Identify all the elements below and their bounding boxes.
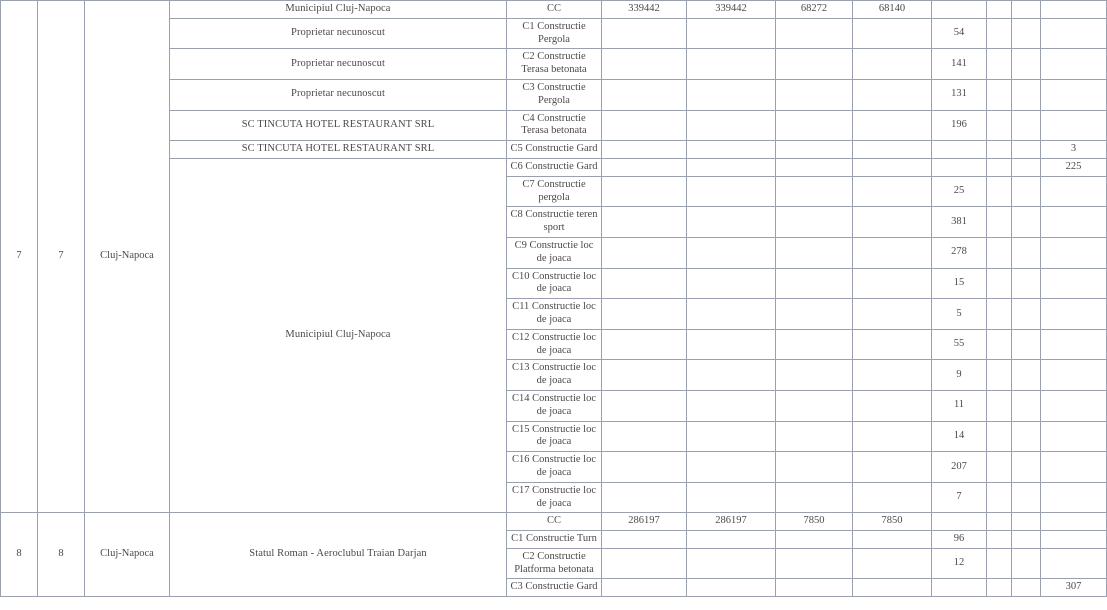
cell-supr2 (987, 482, 1012, 513)
cell-supr1: 15 (932, 268, 987, 299)
cell-val1 (602, 360, 687, 391)
cell-supr3 (1012, 1, 1041, 19)
cell-proprietar-block: Municipiul Cluj-Napoca (170, 158, 507, 512)
cell-val1 (602, 299, 687, 330)
cell-val4 (853, 268, 932, 299)
cell-val4 (853, 579, 932, 597)
cell-supr3 (1012, 421, 1041, 452)
cell-supr3 (1012, 329, 1041, 360)
cell-cod: C3 Constructie Gard (507, 579, 602, 597)
cell-supr2 (987, 548, 1012, 579)
cell-supr4 (1041, 110, 1107, 141)
cell-supr2 (987, 79, 1012, 110)
cell-cod: C15 Constructie loc de joaca (507, 421, 602, 452)
cell-supr2 (987, 531, 1012, 549)
cell-val4 (853, 237, 932, 268)
cell-supr2 (987, 207, 1012, 238)
cell-val4 (853, 421, 932, 452)
cell-val1 (602, 207, 687, 238)
cell-nr1-group8: 8 (1, 513, 38, 597)
cell-val1 (602, 268, 687, 299)
cell-supr3 (1012, 531, 1041, 549)
cell-val4 (853, 158, 932, 176)
cell-val3 (776, 329, 853, 360)
cell-supr4 (1041, 548, 1107, 579)
cell-supr1 (932, 141, 987, 159)
cell-nr2-group8: 8 (38, 513, 85, 597)
cell-val1 (602, 482, 687, 513)
cell-supr2 (987, 329, 1012, 360)
cell-cod: C7 Constructie pergola (507, 176, 602, 207)
cell-supr4: 3 (1041, 141, 1107, 159)
cell-val1: 339442 (602, 1, 687, 19)
cell-supr4 (1041, 1, 1107, 19)
cell-proprietar: Proprietar necunoscut (170, 18, 507, 49)
cell-nr2-group7: 7 (38, 1, 85, 513)
cell-val3 (776, 158, 853, 176)
cell-supr1: 131 (932, 79, 987, 110)
cell-val3 (776, 421, 853, 452)
cell-supr1 (932, 1, 987, 19)
cell-supr4 (1041, 329, 1107, 360)
cell-supr2 (987, 1, 1012, 19)
cell-supr4 (1041, 482, 1107, 513)
cell-val3 (776, 299, 853, 330)
cell-val2 (687, 299, 776, 330)
cell-supr1: 141 (932, 49, 987, 80)
cell-supr4: 307 (1041, 579, 1107, 597)
cell-val3 (776, 482, 853, 513)
cell-proprietar: Municipiul Cluj-Napoca (170, 1, 507, 19)
cell-supr2 (987, 513, 1012, 531)
cell-supr4 (1041, 49, 1107, 80)
cell-val2 (687, 268, 776, 299)
cell-supr3 (1012, 513, 1041, 531)
cell-supr4 (1041, 452, 1107, 483)
cell-val2 (687, 360, 776, 391)
cell-supr1: 196 (932, 110, 987, 141)
cell-supr3 (1012, 360, 1041, 391)
cell-val2: 339442 (687, 1, 776, 19)
cell-cod: C16 Constructie loc de joaca (507, 452, 602, 483)
cell-val4 (853, 299, 932, 330)
cell-supr2 (987, 49, 1012, 80)
cell-val3 (776, 268, 853, 299)
cell-val2 (687, 548, 776, 579)
cell-val3 (776, 110, 853, 141)
cell-val1: 286197 (602, 513, 687, 531)
cell-supr1: 5 (932, 299, 987, 330)
cell-supr2 (987, 237, 1012, 268)
cell-proprietar: SC TINCUTA HOTEL RESTAURANT SRL (170, 110, 507, 141)
cell-val2 (687, 421, 776, 452)
cell-val2 (687, 79, 776, 110)
cell-val1 (602, 18, 687, 49)
cell-val3: 68272 (776, 1, 853, 19)
cell-cod: C4 Constructie Terasa betonata (507, 110, 602, 141)
cell-val1 (602, 110, 687, 141)
cell-val2 (687, 329, 776, 360)
cell-val3 (776, 360, 853, 391)
cell-cod: C17 Constructie loc de joaca (507, 482, 602, 513)
cell-val3 (776, 207, 853, 238)
cell-cod: C14 Constructie loc de joaca (507, 390, 602, 421)
cell-proprietar: Proprietar necunoscut (170, 49, 507, 80)
cell-val1 (602, 548, 687, 579)
cell-supr3 (1012, 237, 1041, 268)
cell-val3 (776, 579, 853, 597)
cell-supr3 (1012, 390, 1041, 421)
cell-cod: C5 Constructie Gard (507, 141, 602, 159)
cell-supr4 (1041, 299, 1107, 330)
cell-supr2 (987, 421, 1012, 452)
cell-supr4 (1041, 207, 1107, 238)
cell-cod: C11 Constructie loc de joaca (507, 299, 602, 330)
cell-supr1: 12 (932, 548, 987, 579)
cell-val1 (602, 237, 687, 268)
cell-val3 (776, 18, 853, 49)
cell-cod: C13 Constructie loc de joaca (507, 360, 602, 391)
cell-val1 (602, 390, 687, 421)
cell-val4 (853, 482, 932, 513)
cell-supr4 (1041, 18, 1107, 49)
cell-cod: C1 Constructie Turn (507, 531, 602, 549)
cell-supr2 (987, 390, 1012, 421)
cell-supr1: 7 (932, 482, 987, 513)
cell-supr3 (1012, 299, 1041, 330)
table-row (1, 1, 1107, 19)
cell-supr2 (987, 141, 1012, 159)
cell-supr1: 25 (932, 176, 987, 207)
cell-val1 (602, 531, 687, 549)
cell-supr3 (1012, 176, 1041, 207)
cell-val1 (602, 158, 687, 176)
cell-val2 (687, 49, 776, 80)
cell-supr1: 14 (932, 421, 987, 452)
cell-val4 (853, 110, 932, 141)
cell-nr1-group7: 7 (1, 1, 38, 513)
cell-localitate-group7: Cluj-Napoca (85, 1, 170, 513)
cell-supr1: 55 (932, 329, 987, 360)
cell-val3 (776, 237, 853, 268)
cell-proprietar: Proprietar necunoscut (170, 79, 507, 110)
cell-supr1: 207 (932, 452, 987, 483)
cell-cod: C2 Constructie Platforma betonata (507, 548, 602, 579)
cell-supr4 (1041, 421, 1107, 452)
cell-cod: C3 Constructie Pergola (507, 79, 602, 110)
cell-cod: C8 Constructie teren sport (507, 207, 602, 238)
cell-val4: 7850 (853, 513, 932, 531)
cell-val4 (853, 141, 932, 159)
cell-val3: 7850 (776, 513, 853, 531)
cell-val4 (853, 79, 932, 110)
cell-val3 (776, 176, 853, 207)
cell-supr2 (987, 158, 1012, 176)
cell-val4 (853, 452, 932, 483)
cell-supr3 (1012, 452, 1041, 483)
table-row (1, 513, 1107, 531)
cell-val4: 68140 (853, 1, 932, 19)
cell-supr1: 381 (932, 207, 987, 238)
cell-val4 (853, 176, 932, 207)
cell-supr1: 278 (932, 237, 987, 268)
cell-proprietar-block: Statul Roman - Aeroclubul Traian Darjan (170, 513, 507, 597)
cell-val4 (853, 49, 932, 80)
cell-cod: CC (507, 1, 602, 19)
cell-supr3 (1012, 49, 1041, 80)
cell-supr3 (1012, 482, 1041, 513)
cell-val4 (853, 18, 932, 49)
cell-val4 (853, 548, 932, 579)
cell-supr3 (1012, 548, 1041, 579)
cell-supr3 (1012, 18, 1041, 49)
cell-val2 (687, 176, 776, 207)
cell-supr2 (987, 579, 1012, 597)
cell-supr4 (1041, 390, 1107, 421)
cell-val4 (853, 207, 932, 238)
cell-val1 (602, 79, 687, 110)
cell-supr4: 225 (1041, 158, 1107, 176)
cell-cod: C6 Constructie Gard (507, 158, 602, 176)
cell-cod: CC (507, 513, 602, 531)
cell-val2 (687, 141, 776, 159)
cell-supr1 (932, 513, 987, 531)
cell-val2: 286197 (687, 513, 776, 531)
cell-val1 (602, 329, 687, 360)
cell-supr4 (1041, 360, 1107, 391)
cell-cod: C1 Constructie Pergola (507, 18, 602, 49)
cell-val2 (687, 18, 776, 49)
cell-val3 (776, 49, 853, 80)
cell-val4 (853, 531, 932, 549)
cell-val3 (776, 79, 853, 110)
cell-val2 (687, 158, 776, 176)
cell-cod: C2 Constructie Terasa betonata (507, 49, 602, 80)
cell-supr4 (1041, 237, 1107, 268)
cell-val2 (687, 579, 776, 597)
cell-val2 (687, 390, 776, 421)
cell-supr1: 54 (932, 18, 987, 49)
cell-val3 (776, 548, 853, 579)
cell-supr3 (1012, 268, 1041, 299)
cell-supr1: 9 (932, 360, 987, 391)
cell-supr1 (932, 158, 987, 176)
cell-supr3 (1012, 141, 1041, 159)
cell-cod: C12 Constructie loc de joaca (507, 329, 602, 360)
cell-val4 (853, 390, 932, 421)
cell-supr1: 11 (932, 390, 987, 421)
cell-val2 (687, 237, 776, 268)
cell-supr3 (1012, 110, 1041, 141)
cell-supr3 (1012, 158, 1041, 176)
cell-val1 (602, 49, 687, 80)
cell-supr2 (987, 110, 1012, 141)
cell-supr3 (1012, 79, 1041, 110)
cell-supr4 (1041, 176, 1107, 207)
cell-val4 (853, 360, 932, 391)
cell-supr4 (1041, 79, 1107, 110)
cell-val3 (776, 452, 853, 483)
cell-val2 (687, 207, 776, 238)
cell-supr2 (987, 360, 1012, 391)
cell-val4 (853, 329, 932, 360)
cell-supr3 (1012, 579, 1041, 597)
cell-supr2 (987, 18, 1012, 49)
cell-supr4 (1041, 531, 1107, 549)
cell-cod: C9 Constructie loc de joaca (507, 237, 602, 268)
cell-val3 (776, 390, 853, 421)
cell-val2 (687, 110, 776, 141)
cell-supr4 (1041, 268, 1107, 299)
cell-val1 (602, 141, 687, 159)
cell-val1 (602, 176, 687, 207)
cell-supr2 (987, 452, 1012, 483)
cell-val3 (776, 141, 853, 159)
cell-supr2 (987, 176, 1012, 207)
cell-supr1: 96 (932, 531, 987, 549)
cell-supr2 (987, 268, 1012, 299)
cell-supr3 (1012, 207, 1041, 238)
cell-supr1 (932, 579, 987, 597)
cell-localitate-group8: Cluj-Napoca (85, 513, 170, 597)
cell-proprietar: SC TINCUTA HOTEL RESTAURANT SRL (170, 141, 507, 159)
cell-cod: C10 Constructie loc de joaca (507, 268, 602, 299)
cell-val1 (602, 579, 687, 597)
cell-val1 (602, 452, 687, 483)
cell-supr2 (987, 299, 1012, 330)
cell-val2 (687, 452, 776, 483)
cell-val2 (687, 482, 776, 513)
cell-supr4 (1041, 513, 1107, 531)
cell-val2 (687, 531, 776, 549)
cell-val1 (602, 421, 687, 452)
cell-val3 (776, 531, 853, 549)
